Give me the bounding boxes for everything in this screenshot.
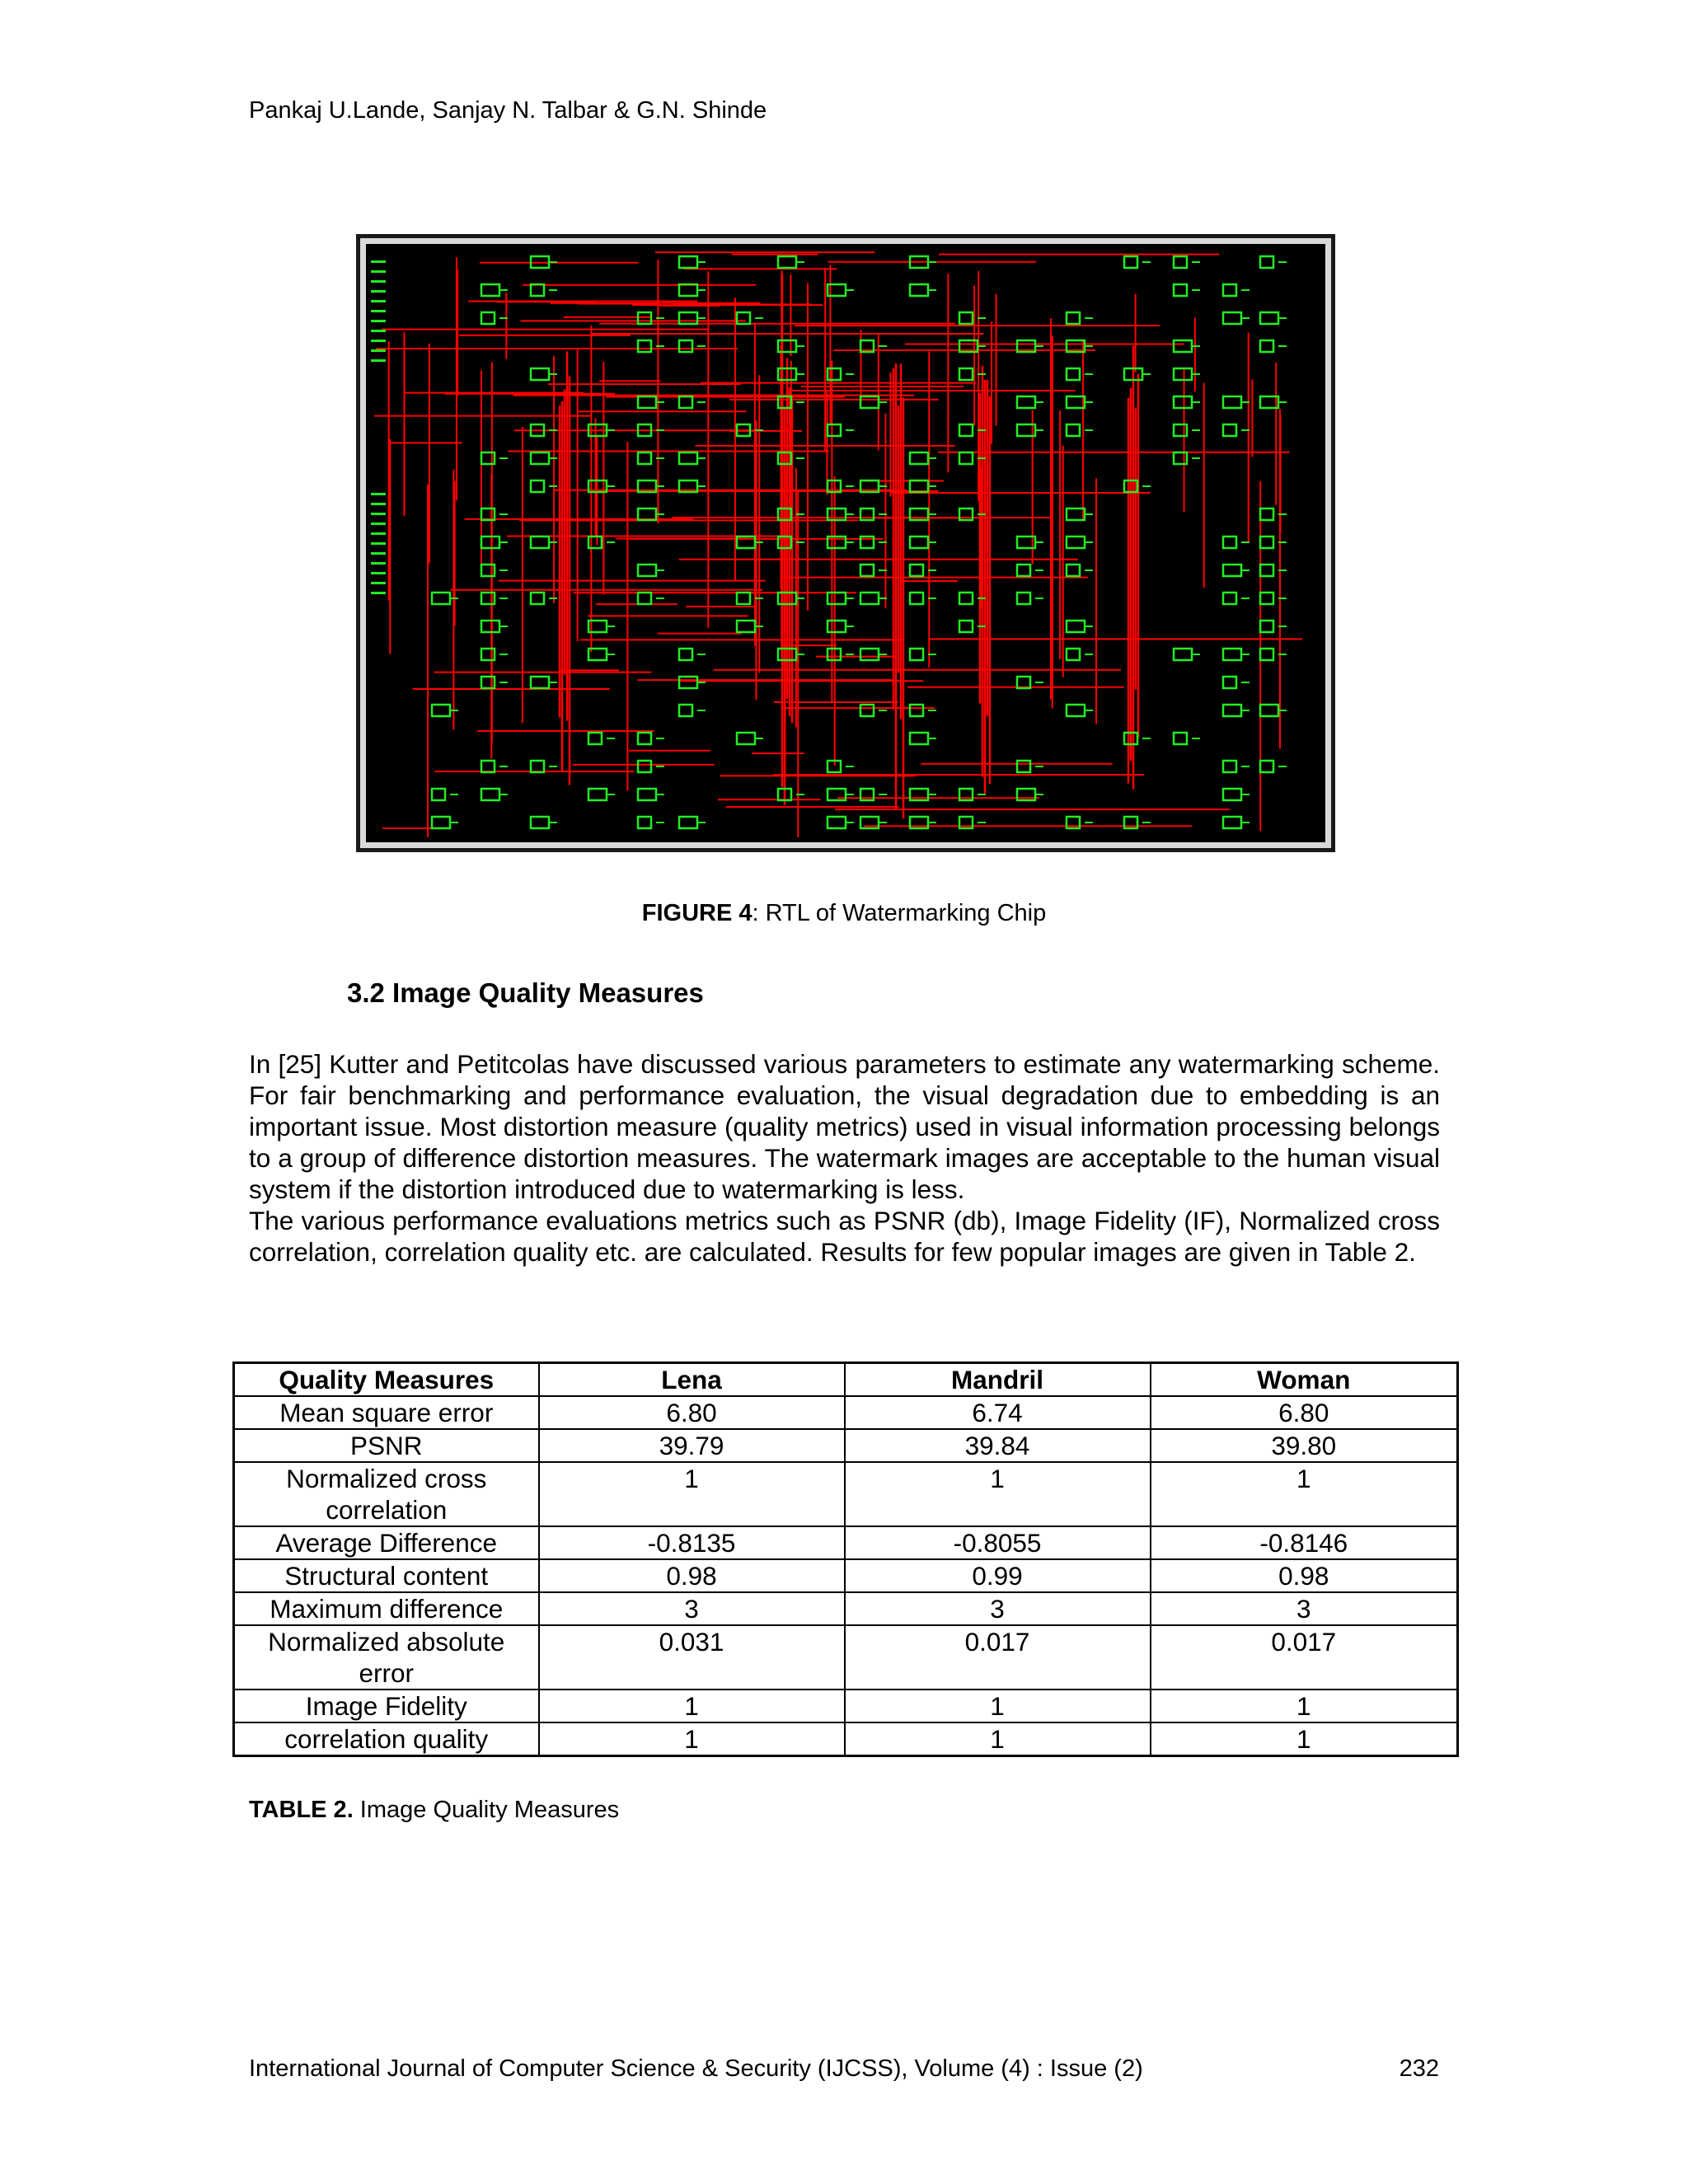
logic-gate-icon bbox=[1223, 424, 1250, 436]
measure-name-cell: Image Fidelity bbox=[234, 1690, 539, 1722]
table-header-row bbox=[234, 1363, 1458, 1397]
logic-gate-icon bbox=[778, 256, 804, 268]
quality-measures-table bbox=[232, 1361, 1459, 1757]
logic-gate-icon bbox=[1067, 396, 1093, 408]
table-row bbox=[234, 1625, 1458, 1690]
logic-gate-icon bbox=[679, 396, 706, 408]
logic-gate-icon bbox=[481, 649, 508, 660]
value-cell: 0.017 bbox=[1151, 1625, 1458, 1690]
table-caption bbox=[249, 1797, 619, 1824]
logic-gate-icon bbox=[638, 312, 664, 324]
logic-gate-icon bbox=[1223, 817, 1250, 828]
logic-gate-icon bbox=[531, 761, 557, 772]
running-header: Pankaj U.Lande, Sanjay N. Talbar & G.N. Shinde bbox=[249, 97, 767, 124]
logic-gate-icon bbox=[1067, 424, 1093, 436]
logic-gate-icon bbox=[638, 396, 664, 408]
logic-gate-icon bbox=[1260, 593, 1287, 604]
logic-gate-icon bbox=[1174, 424, 1200, 436]
table-row bbox=[234, 1722, 1458, 1756]
logic-gate-icon bbox=[1017, 593, 1043, 604]
logic-gate-icon bbox=[860, 705, 887, 716]
logic-gate-icon bbox=[1260, 256, 1287, 268]
logic-gate-icon bbox=[679, 452, 706, 464]
table-row bbox=[234, 1690, 1458, 1722]
logic-gate-icon bbox=[1223, 537, 1250, 548]
logic-gate-icon bbox=[679, 677, 706, 688]
logic-gate-icon bbox=[910, 733, 936, 744]
logic-gate-icon bbox=[638, 340, 664, 352]
logic-gate-icon bbox=[1174, 368, 1200, 380]
value-cell: 1 bbox=[1151, 1462, 1458, 1526]
logic-gate-icon bbox=[828, 817, 854, 828]
logic-gate-icon bbox=[481, 789, 508, 800]
value-cell: 1 bbox=[1151, 1722, 1458, 1756]
logic-gate-icon bbox=[910, 452, 936, 464]
logic-gate-icon bbox=[679, 256, 706, 268]
logic-gate-icon bbox=[481, 537, 508, 548]
table-row bbox=[234, 1592, 1458, 1625]
value-cell: 1 bbox=[539, 1462, 845, 1526]
logic-gate-icon bbox=[588, 789, 615, 800]
logic-gate-icon bbox=[1223, 396, 1250, 408]
logic-gate-icon bbox=[860, 565, 887, 576]
logic-gate-icon bbox=[1174, 256, 1200, 268]
table-label: TABLE 2. bbox=[249, 1797, 354, 1823]
logic-gate-icon bbox=[679, 340, 706, 352]
logic-gate-icon bbox=[1017, 537, 1043, 548]
logic-gate-icon bbox=[481, 761, 508, 772]
logic-gate-icon bbox=[828, 284, 854, 296]
value-cell: 1 bbox=[539, 1690, 845, 1722]
logic-gate-icon bbox=[1067, 565, 1093, 576]
logic-gate-icon bbox=[481, 565, 508, 576]
logic-gate-icon bbox=[679, 649, 706, 660]
measure-name-cell: Mean square error bbox=[234, 1396, 539, 1429]
logic-gate-icon bbox=[1223, 789, 1250, 800]
value-cell: 3 bbox=[845, 1592, 1151, 1625]
logic-gate-icon bbox=[481, 677, 508, 688]
logic-gate-icon bbox=[828, 761, 854, 772]
logic-gate-icon bbox=[481, 312, 508, 324]
logic-gate-icon bbox=[860, 649, 887, 660]
logic-gate-icon bbox=[1174, 340, 1200, 352]
logic-gate-icon bbox=[1223, 312, 1250, 324]
logic-gate-icon bbox=[638, 565, 664, 576]
value-cell: 3 bbox=[1151, 1592, 1458, 1625]
value-cell: 39.84 bbox=[845, 1429, 1151, 1462]
logic-gate-icon bbox=[1017, 424, 1043, 436]
logic-gate-icon bbox=[1260, 761, 1287, 772]
logic-gate-icon bbox=[1223, 284, 1250, 296]
value-cell: 1 bbox=[845, 1690, 1151, 1722]
logic-gate-icon bbox=[1067, 621, 1093, 632]
footer-journal: International Journal of Computer Science & Security (IJCSS), Volume (4) : Issue (2) bbox=[249, 2055, 1143, 2082]
value-cell: 0.017 bbox=[845, 1625, 1151, 1690]
logic-gate-icon bbox=[1223, 705, 1250, 716]
logic-gate-icon bbox=[432, 817, 458, 828]
logic-gate-icon bbox=[910, 480, 936, 492]
logic-gate-icon bbox=[1260, 621, 1287, 632]
value-cell: 3 bbox=[539, 1592, 845, 1625]
value-cell: 0.99 bbox=[845, 1559, 1151, 1592]
value-cell: 1 bbox=[845, 1462, 1151, 1526]
logic-gate-icon bbox=[679, 312, 706, 324]
logic-gate-icon bbox=[588, 733, 615, 744]
value-cell: -0.8135 bbox=[539, 1526, 845, 1559]
logic-gate-icon bbox=[1174, 396, 1200, 408]
logic-gate-icon bbox=[1223, 565, 1250, 576]
logic-gate-icon bbox=[1260, 705, 1287, 716]
logic-gate-icon bbox=[1174, 649, 1200, 660]
section-heading: 3.2 Image Quality Measures bbox=[347, 977, 704, 1008]
logic-gate-icon bbox=[1260, 509, 1287, 520]
measure-name-cell: PSNR bbox=[234, 1429, 539, 1462]
table-row bbox=[234, 1462, 1458, 1526]
logic-gate-icon bbox=[1223, 593, 1250, 604]
logic-gate-icon bbox=[1067, 368, 1093, 380]
figure-caption-text: : RTL of Watermarking Chip bbox=[752, 900, 1047, 926]
schematic-wires bbox=[371, 252, 1302, 837]
logic-gate-icon bbox=[910, 284, 936, 296]
measure-name-cell: Structural content bbox=[234, 1559, 539, 1592]
logic-gate-icon bbox=[1260, 396, 1287, 408]
logic-gate-icon bbox=[588, 537, 615, 548]
logic-gate-icon bbox=[481, 593, 508, 604]
value-cell: 39.79 bbox=[539, 1429, 845, 1462]
logic-gate-icon bbox=[481, 284, 508, 296]
table-header-cell: Lena bbox=[539, 1363, 845, 1397]
table-row bbox=[234, 1526, 1458, 1559]
table-row bbox=[234, 1396, 1458, 1429]
logic-gate-icon bbox=[737, 733, 763, 744]
logic-gate-icon bbox=[1223, 677, 1250, 688]
logic-gate-icon bbox=[860, 396, 887, 408]
logic-gate-icon bbox=[638, 789, 664, 800]
value-cell: 1 bbox=[1151, 1690, 1458, 1722]
table-header-cell: Woman bbox=[1151, 1363, 1458, 1397]
figure-label: FIGURE 4 bbox=[641, 900, 753, 926]
logic-gate-icon bbox=[1260, 312, 1287, 324]
table-header-cell: Quality Measures bbox=[234, 1363, 539, 1397]
logic-gate-icon bbox=[1017, 761, 1043, 772]
value-cell: 0.98 bbox=[539, 1559, 845, 1592]
logic-gate-icon bbox=[638, 452, 664, 464]
logic-gate-icon bbox=[910, 593, 936, 604]
logic-gate-icon bbox=[1067, 705, 1093, 716]
value-cell: 6.80 bbox=[539, 1396, 845, 1429]
paragraph: In [25] Kutter and Petitcolas have discussed various parameters to estimate any watermarking scheme. For fair benchmarking and performance evaluation, the visual degradation due to embedding is an important issue. Most distortion measure (quality metrics) used in visual information processing belongs to a group of difference distortion measures. The watermark images are acceptable to the human visual system if the distortion introduced due to watermarking is less. bbox=[249, 1049, 1440, 1204]
paragraph: The various performance evaluations metrics such as PSNR (db), Image Fidelity (IF), Normalized cross correlation, correlation quality etc. are calculated. Results for few popular images are given in Table 2. bbox=[249, 1206, 1440, 1267]
logic-gate-icon bbox=[910, 537, 936, 548]
value-cell: 39.80 bbox=[1151, 1429, 1458, 1462]
logic-gate-icon bbox=[481, 509, 508, 520]
logic-gate-icon bbox=[1017, 565, 1043, 576]
logic-gate-icon bbox=[638, 817, 664, 828]
logic-gate-icon bbox=[531, 677, 557, 688]
value-cell: 6.74 bbox=[845, 1396, 1151, 1429]
logic-gate-icon bbox=[432, 789, 458, 800]
logic-gate-icon bbox=[638, 509, 664, 520]
logic-gate-icon bbox=[679, 705, 706, 716]
logic-gate-icon bbox=[1124, 256, 1151, 268]
logic-gate-icon bbox=[679, 817, 706, 828]
value-cell: 6.80 bbox=[1151, 1396, 1458, 1429]
body-text bbox=[249, 1048, 1440, 1268]
table-row bbox=[234, 1559, 1458, 1592]
logic-gate-icon bbox=[959, 312, 986, 324]
measure-name-cell: Normalized absolute error bbox=[234, 1625, 539, 1690]
logic-gate-icon bbox=[481, 452, 508, 464]
logic-gate-icon bbox=[1174, 284, 1200, 296]
logic-gate-icon bbox=[860, 593, 887, 604]
logic-gate-icon bbox=[531, 817, 557, 828]
logic-gate-icon bbox=[1017, 396, 1043, 408]
logic-gate-icon bbox=[910, 705, 936, 716]
logic-gate-icon bbox=[1067, 649, 1093, 660]
value-cell: -0.8146 bbox=[1151, 1526, 1458, 1559]
logic-gate-icon bbox=[1260, 565, 1287, 576]
logic-gate-icon bbox=[1223, 649, 1250, 660]
measure-name-cell: Normalized cross correlation bbox=[234, 1462, 539, 1526]
rtl-schematic-figure bbox=[356, 234, 1335, 852]
logic-gate-icon bbox=[588, 621, 615, 632]
table-caption-text: Image Quality Measures bbox=[353, 1797, 620, 1823]
value-cell: 0.031 bbox=[539, 1625, 845, 1690]
logic-gate-icon bbox=[638, 761, 664, 772]
value-cell: 1 bbox=[539, 1722, 845, 1756]
table-header-cell: Mandril bbox=[845, 1363, 1151, 1397]
logic-gate-icon bbox=[1067, 509, 1093, 520]
logic-gate-icon bbox=[588, 649, 615, 660]
page-number: 232 bbox=[1399, 2055, 1439, 2082]
value-cell: 0.98 bbox=[1151, 1559, 1458, 1592]
logic-gate-icon bbox=[737, 312, 763, 324]
measure-name-cell: Average Difference bbox=[234, 1526, 539, 1559]
measure-name-cell: correlation quality bbox=[234, 1722, 539, 1756]
logic-gate-icon bbox=[481, 621, 508, 632]
logic-gate-icon bbox=[1260, 649, 1287, 660]
logic-gate-icon bbox=[638, 733, 664, 744]
value-cell: 1 bbox=[845, 1722, 1151, 1756]
figure-caption bbox=[0, 900, 1688, 927]
logic-gate-icon bbox=[910, 649, 936, 660]
logic-gate-icon bbox=[1223, 761, 1250, 772]
logic-gate-icon bbox=[1067, 312, 1093, 324]
logic-gate-icon bbox=[638, 593, 664, 604]
table-row bbox=[234, 1429, 1458, 1462]
logic-gate-icon bbox=[531, 284, 557, 296]
logic-gate-icon bbox=[679, 284, 706, 296]
value-cell: -0.8055 bbox=[845, 1526, 1151, 1559]
logic-gate-icon bbox=[1174, 452, 1200, 464]
logic-gate-icon bbox=[1260, 537, 1287, 548]
rtl-schematic bbox=[366, 244, 1325, 842]
measure-name-cell: Maximum difference bbox=[234, 1592, 539, 1625]
logic-gate-icon bbox=[1260, 340, 1287, 352]
logic-gate-icon bbox=[778, 789, 804, 800]
logic-gate-icon bbox=[1067, 537, 1093, 548]
logic-gate-icon bbox=[910, 565, 936, 576]
logic-gate-icon bbox=[1174, 733, 1200, 744]
